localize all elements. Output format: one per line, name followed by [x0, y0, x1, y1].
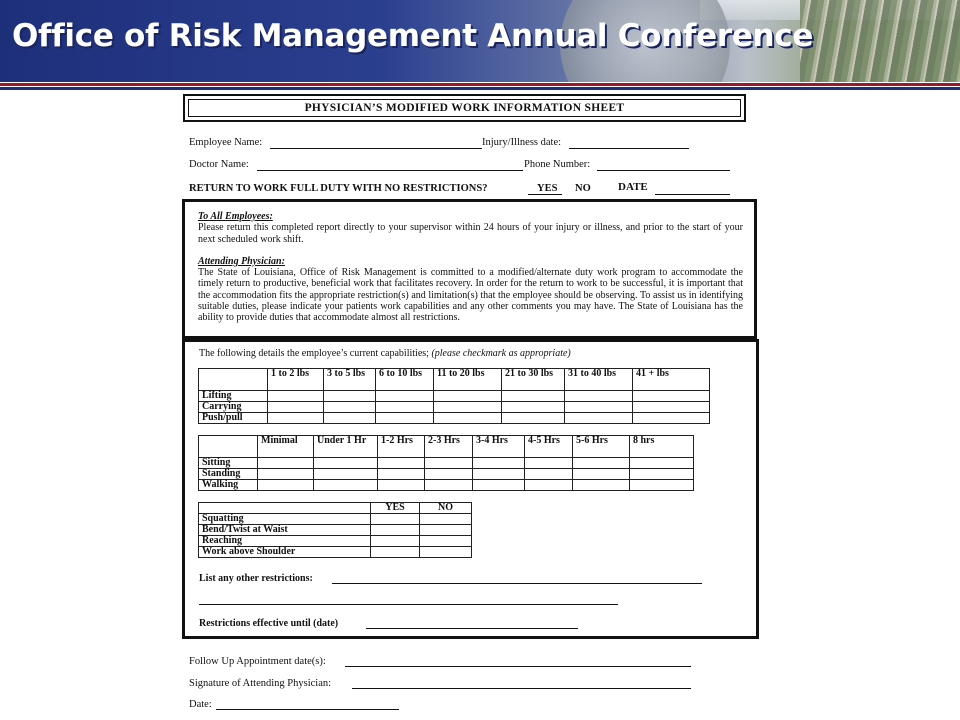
header-banner — [0, 0, 960, 82]
table-header: 1-2 Hrs — [378, 436, 425, 458]
checkbox-cell[interactable] — [630, 480, 694, 491]
checkbox-cell[interactable] — [314, 458, 378, 469]
checkbox-cell[interactable] — [376, 402, 434, 413]
injury-date-label: Injury/Illness date: — [482, 137, 562, 148]
checkbox-cell[interactable] — [525, 480, 573, 491]
doctor-name-field[interactable] — [257, 170, 523, 171]
phone-field[interactable] — [597, 170, 730, 171]
checkbox-cell[interactable] — [434, 391, 502, 402]
table-row — [199, 402, 710, 413]
employee-name-label: Employee Name: — [189, 137, 263, 148]
checkbox-cell[interactable] — [258, 480, 314, 491]
physician-heading: Attending Physician: — [198, 255, 285, 267]
table-header: 41 + lbs — [633, 369, 710, 391]
return-to-work-label: RETURN TO WORK FULL DUTY WITH NO RESTRICTIONS? — [189, 183, 488, 194]
phone-label: Phone Number: — [524, 159, 591, 170]
checkbox-cell[interactable] — [633, 413, 710, 424]
table-header: 3-4 Hrs — [473, 436, 525, 458]
follow-up-label: Follow Up Appointment date(s): — [189, 656, 326, 667]
table-header: 5-6 Hrs — [573, 436, 630, 458]
signature-label: Signature of Attending Physician: — [189, 678, 332, 689]
table-header: Under 1 Hr — [314, 436, 378, 458]
effective-until-label: Restrictions effective until (date) — [199, 618, 339, 629]
row-label: Standing — [199, 469, 258, 480]
checkbox-cell[interactable] — [371, 514, 420, 525]
yes-no-table — [198, 502, 472, 558]
signature-field[interactable] — [352, 688, 691, 689]
checkbox-cell[interactable] — [371, 525, 420, 536]
row-label: Sitting — [199, 458, 258, 469]
row-label: Squatting — [199, 514, 371, 525]
highway-photo-image — [800, 0, 960, 82]
injury-date-field[interactable] — [569, 148, 689, 149]
table-header: 31 to 40 lbs — [565, 369, 633, 391]
capabilities-box — [182, 339, 759, 639]
table-row — [199, 391, 710, 402]
checkbox-cell[interactable] — [434, 402, 502, 413]
employee-name-field[interactable] — [270, 148, 482, 149]
table-header: 2-3 Hrs — [425, 436, 473, 458]
table-row — [199, 458, 694, 469]
date-label: Date: — [189, 699, 212, 710]
divider-red — [0, 83, 960, 86]
checkbox-cell[interactable] — [633, 402, 710, 413]
capabilities-intro-text: The following details the employee’s current capabilities; — [199, 348, 429, 359]
table-header: 4-5 Hrs — [525, 436, 573, 458]
other-restrictions-label: List any other restrictions: — [199, 573, 313, 584]
table-row — [199, 469, 694, 480]
return-no-option[interactable]: NO — [575, 183, 591, 194]
other-restrictions-field[interactable] — [332, 583, 702, 584]
checkbox-cell[interactable] — [425, 480, 473, 491]
checkbox-cell[interactable] — [434, 413, 502, 424]
checkbox-cell[interactable] — [502, 402, 565, 413]
checkbox-cell[interactable] — [314, 469, 378, 480]
instructions-box — [182, 199, 757, 339]
checkbox-cell[interactable] — [268, 413, 324, 424]
employees-heading: To All Employees: — [198, 211, 273, 222]
table-row — [199, 413, 710, 424]
checkbox-cell[interactable] — [376, 391, 434, 402]
return-date-label: DATE — [618, 181, 648, 193]
checkbox-cell[interactable] — [473, 480, 525, 491]
return-yes-line — [528, 194, 562, 195]
checkbox-cell[interactable] — [473, 469, 525, 480]
follow-up-field[interactable] — [345, 666, 691, 667]
row-label: Push/pull — [199, 413, 268, 424]
employees-text: Please return this completed report directly to your supervisor within 24 hours of your injury or illness, and prior to the start of your next scheduled work shift. — [198, 222, 743, 245]
checkbox-cell[interactable] — [425, 469, 473, 480]
checkbox-cell[interactable] — [502, 413, 565, 424]
row-label: Lifting — [199, 391, 268, 402]
table-header: 21 to 30 lbs — [502, 369, 565, 391]
table-header-row — [199, 436, 694, 458]
table-header-row — [199, 369, 710, 391]
checkbox-cell[interactable] — [268, 402, 324, 413]
checkbox-cell[interactable] — [633, 391, 710, 402]
table-header: 3 to 5 lbs — [324, 369, 376, 391]
return-date-field[interactable] — [655, 194, 730, 195]
slide-title: Office of Risk Management Annual Conference — [12, 18, 814, 54]
effective-until-field[interactable] — [366, 628, 578, 629]
table-header: 11 to 20 lbs — [434, 369, 502, 391]
checkbox-cell[interactable] — [473, 458, 525, 469]
checkbox-cell[interactable] — [420, 525, 472, 536]
table-row — [199, 514, 472, 525]
checkbox-cell[interactable] — [425, 458, 473, 469]
checkbox-cell[interactable] — [573, 480, 630, 491]
checkbox-cell[interactable] — [420, 547, 472, 558]
checkbox-cell[interactable] — [268, 391, 324, 402]
checkbox-cell[interactable] — [378, 458, 425, 469]
lifting-table — [198, 368, 710, 424]
checkbox-cell[interactable] — [324, 413, 376, 424]
row-label: Work above Shoulder — [199, 547, 371, 558]
table-row — [199, 536, 472, 547]
checkbox-cell[interactable] — [420, 514, 472, 525]
duration-table — [198, 435, 694, 491]
return-yes-option[interactable]: YES — [537, 183, 558, 194]
checkbox-cell[interactable] — [378, 469, 425, 480]
other-restrictions-field-2[interactable] — [199, 604, 618, 605]
checkbox-cell[interactable] — [573, 469, 630, 480]
checkbox-cell[interactable] — [630, 458, 694, 469]
row-label: Reaching — [199, 536, 371, 547]
employees-section — [198, 211, 743, 324]
table-header: NO — [420, 503, 472, 514]
table-header: YES — [371, 503, 420, 514]
checkbox-cell[interactable] — [371, 536, 420, 547]
doctor-name-label: Doctor Name: — [189, 159, 249, 170]
date-field[interactable] — [216, 709, 399, 710]
checkbox-cell[interactable] — [420, 536, 472, 547]
table-header-row — [199, 503, 472, 514]
row-label: Walking — [199, 480, 258, 491]
table-header: 1 to 2 lbs — [268, 369, 324, 391]
checkbox-cell[interactable] — [376, 413, 434, 424]
checkbox-cell[interactable] — [314, 480, 378, 491]
checkbox-cell[interactable] — [565, 413, 633, 424]
checkbox-cell[interactable] — [573, 458, 630, 469]
capabilities-note: (please checkmark as appropriate) — [431, 348, 571, 359]
checkbox-cell[interactable] — [502, 391, 565, 402]
physician-text: The State of Louisiana, Office of Risk Management is committed to a modified/alternate duty work program to accommodate the timely return to productive, beneficial work that facilitates recovery. In order for the return to work to be successful, it is important that the accommodation fits the appropriate restriction(s) and limitation(s) that the employee should be observing. To assist us in identifying suitable duties, please indicate your patients work capabilities and any other comments you may have. The State of Louisiana has the ability to provide duties that accommodate almost all restrictions. — [198, 267, 743, 324]
table-row — [199, 547, 472, 558]
checkbox-cell[interactable] — [525, 458, 573, 469]
checkbox-cell[interactable] — [371, 547, 420, 558]
checkbox-cell[interactable] — [258, 458, 314, 469]
checkbox-cell[interactable] — [258, 469, 314, 480]
row-label: Carrying — [199, 402, 268, 413]
checkbox-cell[interactable] — [630, 469, 694, 480]
table-row — [199, 525, 472, 536]
form-title-box — [183, 94, 746, 122]
checkbox-cell[interactable] — [525, 469, 573, 480]
table-row — [199, 480, 694, 491]
divider-navy — [0, 87, 960, 90]
table-header: 8 hrs — [630, 436, 694, 458]
capabilities-intro — [199, 348, 571, 359]
table-header: 6 to 10 lbs — [376, 369, 434, 391]
checkbox-cell[interactable] — [565, 402, 633, 413]
table-header: Minimal — [258, 436, 314, 458]
checkbox-cell[interactable] — [324, 402, 376, 413]
checkbox-cell[interactable] — [378, 480, 425, 491]
checkbox-cell[interactable] — [565, 391, 633, 402]
form-title: PHYSICIAN’S MODIFIED WORK INFORMATION SHEET — [304, 102, 625, 114]
checkbox-cell[interactable] — [324, 391, 376, 402]
row-label: Bend/Twist at Waist — [199, 525, 371, 536]
